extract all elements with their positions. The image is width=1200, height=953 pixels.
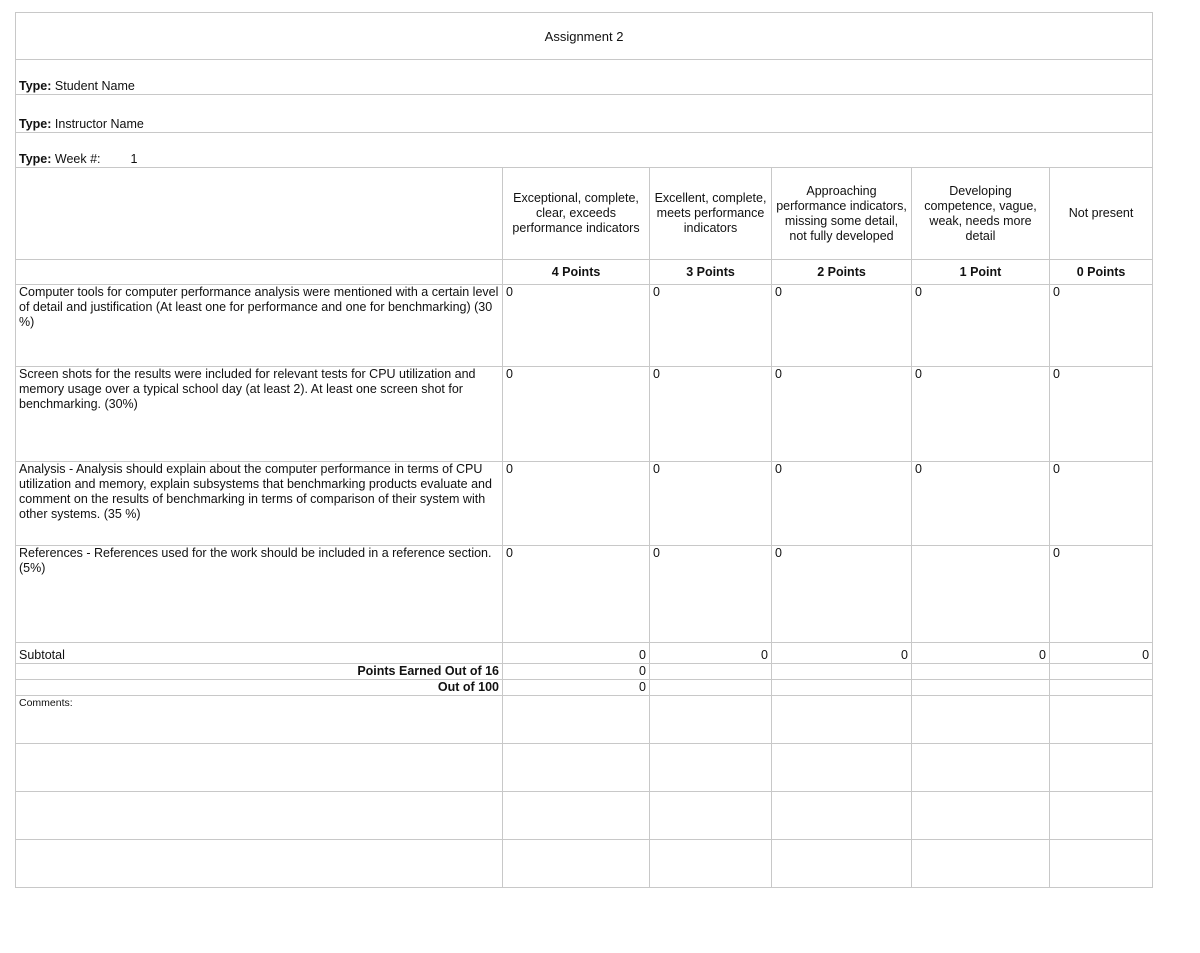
level-points: 4 Points: [503, 260, 650, 285]
level-points: 0 Points: [1050, 260, 1153, 285]
comments-input-cell[interactable]: [16, 840, 503, 888]
subtotal-value: 0: [650, 643, 772, 664]
out-of-100-value: 0: [503, 680, 650, 696]
score-cell[interactable]: 0: [772, 462, 912, 546]
rubric-sheet: [15, 12, 1152, 888]
score-cell[interactable]: 0: [772, 367, 912, 462]
score-cell[interactable]: 0: [1050, 285, 1153, 367]
subtotal-label: Subtotal: [16, 643, 503, 664]
rubric-table: [15, 12, 1153, 888]
points-earned-row: [16, 664, 1153, 680]
score-cell[interactable]: 0: [912, 367, 1050, 462]
level-description: Approaching performance indicators, missing some detail, not fully developed: [772, 168, 912, 260]
points-earned-label: Points Earned Out of 16: [16, 664, 503, 680]
subtotal-value: 0: [912, 643, 1050, 664]
score-cell[interactable]: 0: [650, 285, 772, 367]
field-value: Week #:: [54, 152, 101, 166]
score-cell[interactable]: 0: [650, 367, 772, 462]
comments-row: [16, 696, 1153, 744]
score-cell[interactable]: 0: [650, 546, 772, 643]
subtotal-value: 0: [503, 643, 650, 664]
field-label: Type:: [19, 79, 52, 93]
criterion-row: [16, 546, 1153, 643]
criterion-text: Analysis - Analysis should explain about the computer performance in terms of CPU utilization and memory, explain subsystems that benchmarking products evaluate and comment on the results of benchmarking in terms of comparison of their system with other systems. (35 %): [16, 462, 503, 546]
blank-header-cell: [16, 168, 503, 260]
criterion-row: [16, 367, 1153, 462]
level-description: Developing competence, vague, weak, needs more detail: [912, 168, 1050, 260]
score-cell[interactable]: 0: [1050, 546, 1153, 643]
score-cell[interactable]: 0: [772, 285, 912, 367]
field-value: Instructor Name: [54, 117, 144, 131]
subtotal-row: [16, 643, 1153, 664]
score-cell[interactable]: 0: [1050, 462, 1153, 546]
score-cell[interactable]: 0: [650, 462, 772, 546]
criterion-text: Computer tools for computer performance analysis were mentioned with a certain level of detail and justification (At least one for performance and one for benchmarking) (30 %): [16, 285, 503, 367]
out-of-100-row: [16, 680, 1153, 696]
subtotal-value: 0: [1050, 643, 1153, 664]
criterion-row: [16, 285, 1153, 367]
level-description: Excellent, complete, meets performance indicators: [650, 168, 772, 260]
comments-blank-row: [16, 792, 1153, 840]
comments-input-cell[interactable]: [16, 792, 503, 840]
field-value: Student Name: [54, 79, 135, 93]
level-points: 2 Points: [772, 260, 912, 285]
field-label: Type:: [19, 152, 52, 166]
score-cell[interactable]: 0: [503, 367, 650, 462]
comments-label[interactable]: Comments:: [16, 696, 503, 744]
instructor-name-field[interactable]: [16, 95, 1153, 133]
week-number: 1: [130, 152, 138, 166]
week-field[interactable]: [16, 133, 1153, 168]
score-cell[interactable]: 0: [912, 462, 1050, 546]
score-cell[interactable]: 0: [503, 546, 650, 643]
assignment-title: Assignment 2: [16, 13, 1153, 60]
score-cell[interactable]: [912, 546, 1050, 643]
blank-points-cell: [16, 260, 503, 285]
score-cell[interactable]: 0: [503, 462, 650, 546]
level-points: 1 Point: [912, 260, 1050, 285]
criterion-text: Screen shots for the results were included for relevant tests for CPU utilization and memory usage over a typical school day (at least 2). At least one screen shot for benchmarking. (30%): [16, 367, 503, 462]
comments-blank-row: [16, 744, 1153, 792]
score-cell[interactable]: 0: [912, 285, 1050, 367]
score-cell[interactable]: 0: [1050, 367, 1153, 462]
score-cell[interactable]: 0: [772, 546, 912, 643]
level-points: 3 Points: [650, 260, 772, 285]
student-name-field[interactable]: [16, 60, 1153, 95]
level-description: Exceptional, complete, clear, exceeds performance indicators: [503, 168, 650, 260]
score-cell[interactable]: 0: [503, 285, 650, 367]
criterion-text: References - References used for the work should be included in a reference section. (5%): [16, 546, 503, 643]
comments-blank-row: [16, 840, 1153, 888]
level-description: Not present: [1050, 168, 1153, 260]
out-of-100-label: Out of 100: [16, 680, 503, 696]
points-earned-value: 0: [503, 664, 650, 680]
subtotal-value: 0: [772, 643, 912, 664]
criterion-row: [16, 462, 1153, 546]
field-label: Type:: [19, 117, 52, 131]
comments-input-cell[interactable]: [16, 744, 503, 792]
